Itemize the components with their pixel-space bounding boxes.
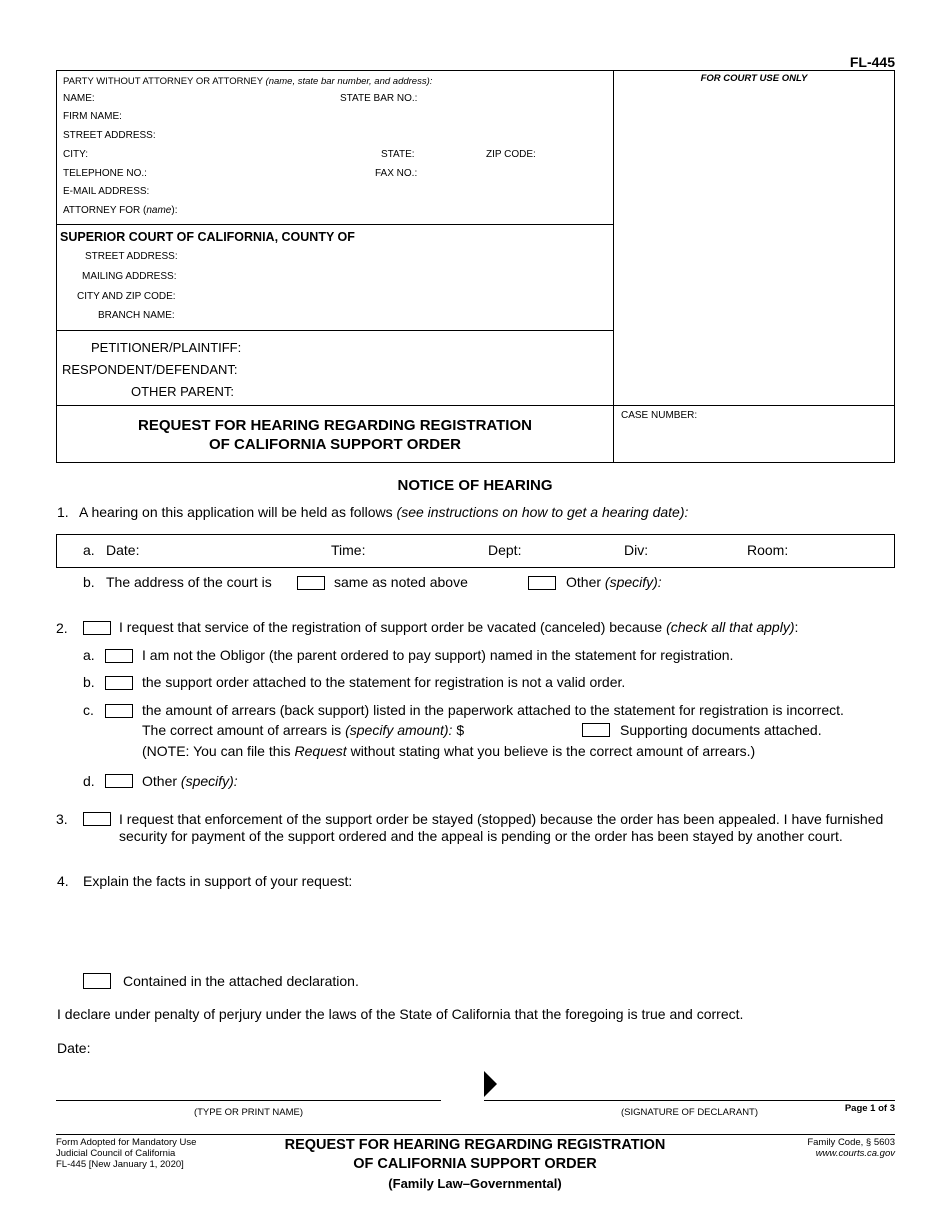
header-top-border <box>56 70 895 71</box>
court-title: SUPERIOR COURT OF CALIFORNIA, COUNTY OF <box>60 230 355 244</box>
item2d-label: d. <box>83 773 95 789</box>
item2b-checkbox[interactable] <box>105 676 133 690</box>
court-cityzip-label: CITY AND ZIP CODE: <box>77 291 176 302</box>
other-address-label: Other (specify): <box>566 574 662 590</box>
item3-checkbox[interactable] <box>83 812 111 826</box>
form-title-line2: OF CALIFORNIA SUPPORT ORDER <box>209 436 461 453</box>
print-name-label: (TYPE OR PRINT NAME) <box>193 1107 304 1118</box>
hearing-date-label: Date: <box>106 542 140 558</box>
item1b-label: b. <box>83 574 95 590</box>
item2c-text: the amount of arrears (back support) listed in the paperwork attached to the statement for registration is incorrect. <box>142 702 844 718</box>
attached-declaration-checkbox[interactable] <box>83 973 111 989</box>
court-use-label: FOR COURT USE ONLY <box>700 73 808 84</box>
footer-left <box>56 1137 196 1170</box>
other-parent-label: OTHER PARENT: <box>131 384 235 399</box>
signature-arrow-icon <box>484 1071 498 1097</box>
item2d-text: Other (specify): <box>142 773 238 789</box>
item2b-label: b. <box>83 674 95 690</box>
telephone-label: TELEPHONE NO.: <box>63 168 147 179</box>
court-branch-label: BRANCH NAME: <box>98 310 175 321</box>
item2a-text: I am not the Obligor (the parent ordered to pay support) named in the statement for registration. <box>142 647 734 663</box>
supporting-docs-checkbox[interactable] <box>582 723 610 737</box>
item4-text: Explain the facts in support of your request: <box>83 873 353 889</box>
petitioner-label: PETITIONER/PLAINTIFF: <box>91 340 242 355</box>
item3-line2: security for payment of the support ordered and the appeal is pending or the order has been stayed by another court. <box>119 828 843 844</box>
print-name-line <box>56 1100 441 1101</box>
footer-left-line1: Form Adopted for Mandatory Use <box>56 1137 197 1148</box>
footer-divider <box>56 1134 895 1135</box>
other-address-checkbox[interactable] <box>528 576 556 590</box>
notice-title: NOTICE OF HEARING <box>397 477 553 494</box>
signature-line <box>484 1100 895 1101</box>
form-title-line1: REQUEST FOR HEARING REGARDING REGISTRATION <box>138 417 532 434</box>
court-mailing-label: MAILING ADDRESS: <box>82 271 177 282</box>
item3-text <box>119 811 883 845</box>
form-title <box>57 416 613 454</box>
item2d-checkbox[interactable] <box>105 774 133 788</box>
footer-right-line1: Family Code, § 5603 <box>807 1137 895 1148</box>
state-label: STATE: <box>381 149 415 160</box>
hearing-room-label: Room: <box>747 542 789 558</box>
signature-label: (SIGNATURE OF DECLARANT) <box>620 1107 759 1118</box>
firm-label: FIRM NAME: <box>63 111 122 122</box>
attached-declaration-label: Contained in the attached declaration. <box>123 973 359 989</box>
street-label: STREET ADDRESS: <box>63 130 156 141</box>
name-label: NAME: <box>63 93 95 104</box>
footer-left-line3: FL-445 [New January 1, 2020] <box>56 1159 184 1170</box>
item2a-label: a. <box>83 647 95 663</box>
title-section-divider <box>56 405 895 406</box>
case-number-label: CASE NUMBER: <box>621 410 698 421</box>
same-address-checkbox[interactable] <box>297 576 325 590</box>
item2-text: I request that service of the registration of support order be vacated (canceled) because (check all that apply): <box>119 619 799 635</box>
date-label: Date: <box>57 1040 91 1056</box>
attorney-for-label: ATTORNEY FOR (name): <box>63 205 178 216</box>
parties-section-divider <box>56 330 614 331</box>
footer-title <box>225 1136 725 1193</box>
footer-title-line2: OF CALIFORNIA SUPPORT ORDER <box>353 1156 597 1172</box>
item2c-label: c. <box>83 702 94 718</box>
page-number: Page 1 of 3 <box>844 1103 895 1114</box>
footer-right <box>745 1137 895 1159</box>
footer-title-line3: (Family Law–Governmental) <box>388 1176 562 1191</box>
item1-text: A hearing on this application will be held as follows (see instructions on how to get a hearing date): <box>79 504 689 520</box>
court-street-label: STREET ADDRESS: <box>85 251 178 262</box>
item1a-label: a. <box>83 542 95 558</box>
footer-right-line2: www.courts.ca.gov <box>815 1148 895 1159</box>
item2a-checkbox[interactable] <box>105 649 133 663</box>
zip-label: ZIP CODE: <box>486 149 536 160</box>
item3-num: 3. <box>56 811 68 827</box>
court-address-label: The address of the court is <box>106 574 272 590</box>
same-address-label: same as noted above <box>334 574 468 590</box>
form-number: FL-445 <box>849 54 895 70</box>
item1-num: 1. <box>57 504 69 520</box>
respondent-label: RESPONDENT/DEFENDANT: <box>62 362 238 377</box>
arrears-amount-label: The correct amount of arrears is (specify amount): $ <box>142 722 465 738</box>
state-bar-label: STATE BAR NO.: <box>340 93 418 104</box>
court-section-divider <box>56 224 614 225</box>
declaration-text: I declare under penalty of perjury under the laws of the State of California that the foregoing is true and correct. <box>57 1006 744 1022</box>
item2-checkbox[interactable] <box>83 621 111 635</box>
hearing-div-label: Div: <box>624 542 649 558</box>
supporting-docs-label: Supporting documents attached. <box>620 722 822 738</box>
hearing-time-label: Time: <box>331 542 366 558</box>
arrears-note: (NOTE: You can file this Request without stating what you believe is the correct amount of arrears.) <box>142 743 756 759</box>
header-bottom-border <box>56 462 895 463</box>
footer-left-line2: Judicial Council of California <box>56 1148 176 1159</box>
item3-line1: I request that enforcement of the support order be stayed (stopped) because the order has been appealed. I have furnished <box>119 811 884 827</box>
hearing-dept-label: Dept: <box>488 542 522 558</box>
item2-num: 2. <box>56 620 68 636</box>
party-label: PARTY WITHOUT ATTORNEY OR ATTORNEY (name, state bar number, and address): <box>63 76 433 87</box>
item4-num: 4. <box>57 873 69 889</box>
fax-label: FAX NO.: <box>375 168 418 179</box>
item2b-text: the support order attached to the statement for registration is not a valid order. <box>142 674 626 690</box>
footer-title-line1: REQUEST FOR HEARING REGARDING REGISTRATION <box>284 1137 666 1153</box>
item2c-checkbox[interactable] <box>105 704 133 718</box>
email-label: E-MAIL ADDRESS: <box>63 186 150 197</box>
city-label: CITY: <box>63 149 89 160</box>
